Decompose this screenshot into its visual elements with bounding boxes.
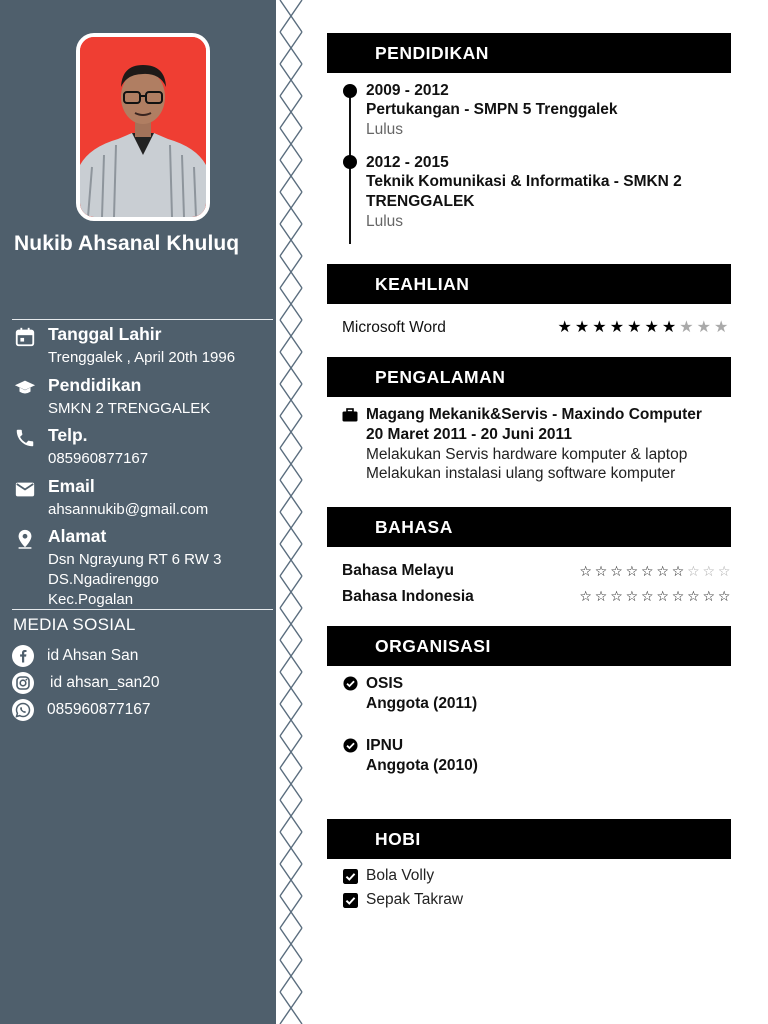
- address-line: Kec.Pogalan: [48, 591, 134, 608]
- timeline-dot: [343, 84, 357, 98]
- social-text: 085960877167: [47, 701, 151, 718]
- social-title: MEDIA SOSIAL: [13, 615, 136, 634]
- calendar-icon: [14, 326, 36, 348]
- whatsapp-icon: [12, 699, 34, 721]
- star-filled-icon: ☆: [656, 588, 669, 604]
- address-line: Dsn Ngrayung RT 6 RW 3: [48, 551, 222, 568]
- education-school: Pertukangan - SMPN 5 Trenggalek: [366, 101, 618, 118]
- star-filled-icon: ★: [557, 319, 572, 336]
- education-school: Teknik Komunikasi & Informatika - SMKN 2: [366, 173, 682, 190]
- social-instagram[interactable]: [12, 672, 252, 694]
- star-filled-icon: ☆: [579, 588, 592, 604]
- section-title: BAHASA: [375, 517, 453, 537]
- section-header-organizations: [327, 626, 731, 666]
- language-name: Bahasa Melayu: [342, 562, 454, 579]
- divider: [12, 609, 273, 610]
- social-facebook[interactable]: [12, 645, 252, 667]
- education-years: 2012 - 2015: [366, 154, 449, 171]
- briefcase-icon: [342, 408, 358, 422]
- organization-name: OSIS: [366, 675, 404, 692]
- profile-photo: [76, 33, 210, 221]
- star-filled-icon: ★: [592, 319, 607, 336]
- section-header-skills: [327, 264, 731, 304]
- star-empty-icon: ☆: [717, 563, 731, 579]
- section-title: HOBI: [375, 829, 421, 849]
- check-circle-icon: [343, 738, 358, 753]
- lattice-lines: [280, 0, 302, 1024]
- info-value: [48, 550, 221, 610]
- section-header-languages: [327, 507, 731, 547]
- section-header-hobbies: [327, 819, 731, 859]
- language-rating: [578, 564, 732, 578]
- section-title: PENGALAMAN: [375, 367, 506, 387]
- language-rating: [578, 589, 732, 603]
- star-filled-icon: ☆: [656, 563, 669, 579]
- star-filled-icon: ☆: [625, 588, 639, 604]
- organization-role: Anggota (2010): [366, 757, 478, 774]
- info-value: SMKN 2 TRENGGALEK: [48, 400, 211, 417]
- profile-photo-image: [80, 37, 206, 217]
- star-filled-icon: ☆: [687, 588, 700, 604]
- star-filled-icon: ★: [644, 319, 659, 336]
- section-title: KEAHLIAN: [375, 274, 470, 294]
- section-title: ORGANISASI: [375, 636, 491, 656]
- hobby-text: Bola Volly: [366, 867, 435, 884]
- star-empty-icon: ☆: [687, 563, 700, 579]
- social-whatsapp[interactable]: [12, 699, 252, 721]
- section-header-experience: [327, 357, 731, 397]
- star-filled-icon: ★: [661, 319, 677, 336]
- section-header-education: [327, 33, 731, 73]
- lattice-pattern: [276, 0, 306, 1024]
- star-filled-icon: ☆: [610, 588, 623, 604]
- info-label: Email: [48, 476, 95, 496]
- phone-icon: [14, 427, 36, 449]
- graduation-cap-icon: [14, 377, 36, 399]
- star-filled-icon: ★: [574, 319, 590, 336]
- decorative-lattice: [276, 0, 306, 1024]
- check-circle-icon: [343, 676, 358, 691]
- star-filled-icon: ☆: [671, 563, 685, 579]
- location-pin-icon: [14, 528, 36, 550]
- star-filled-icon: ☆: [702, 588, 716, 604]
- organization-role: Anggota (2011): [366, 695, 478, 712]
- experience-role: Magang Mekanik&Servis - Maxindo Computer: [366, 406, 702, 423]
- address-line: DS.Ngadirenggo: [48, 571, 159, 588]
- education-status: Lulus: [366, 121, 404, 138]
- star-filled-icon: ☆: [717, 588, 731, 604]
- education-school-cont: TRENGGALEK: [366, 193, 475, 210]
- star-filled-icon: ☆: [671, 588, 685, 604]
- timeline-dot: [343, 155, 357, 169]
- info-label: Telp.: [48, 425, 88, 445]
- language-name: Bahasa Indonesia: [342, 588, 474, 605]
- skill-name: Microsoft Word: [342, 319, 446, 336]
- education-status: Lulus: [366, 213, 404, 230]
- star-empty-icon: ★: [679, 319, 694, 336]
- star-filled-icon: ☆: [594, 563, 608, 579]
- info-value: 085960877167: [48, 450, 149, 467]
- star-filled-icon: ☆: [610, 563, 623, 579]
- info-value[interactable]: ahsannukib@gmail.com: [48, 501, 209, 518]
- experience-detail: Melakukan instalasi ulang software komputer: [366, 465, 676, 482]
- instagram-icon: [12, 672, 34, 694]
- info-value: Trenggalek , April 20th 1996: [48, 349, 236, 366]
- star-filled-icon: ☆: [579, 563, 592, 579]
- experience-detail: Melakukan Servis hardware komputer & laptop: [366, 446, 688, 463]
- star-filled-icon: ☆: [640, 563, 654, 579]
- skill-rating: [556, 320, 730, 336]
- info-label: Tanggal Lahir: [48, 324, 162, 344]
- education-years: 2009 - 2012: [366, 82, 449, 99]
- star-filled-icon: ☆: [625, 563, 639, 579]
- sidebar: [0, 0, 276, 1024]
- experience-period: 20 Maret 2011 - 20 Juni 2011: [366, 426, 572, 443]
- person-name: Nukib Ahsanal Khuluq: [14, 232, 240, 255]
- organization-name: IPNU: [366, 737, 404, 754]
- star-empty-icon: ★: [714, 319, 729, 336]
- checkbox-checked-icon: [343, 869, 357, 883]
- star-empty-icon: ★: [696, 319, 711, 336]
- section-title: PENDIDIKAN: [375, 43, 489, 63]
- star-filled-icon: ☆: [640, 588, 654, 604]
- star-filled-icon: ☆: [594, 588, 608, 604]
- star-filled-icon: ★: [609, 319, 625, 336]
- info-label: Pendidikan: [48, 375, 142, 395]
- social-text: id ahsan_san20: [50, 674, 160, 691]
- divider: [12, 319, 273, 320]
- star-filled-icon: ★: [627, 319, 642, 336]
- social-text: id Ahsan San: [47, 647, 139, 664]
- star-empty-icon: ☆: [702, 563, 716, 579]
- info-label: Alamat: [48, 526, 107, 546]
- hobby-text: Sepak Takraw: [366, 891, 464, 908]
- facebook-icon: [12, 645, 34, 667]
- mail-icon: [14, 478, 36, 500]
- checkbox-checked-icon: [343, 893, 357, 907]
